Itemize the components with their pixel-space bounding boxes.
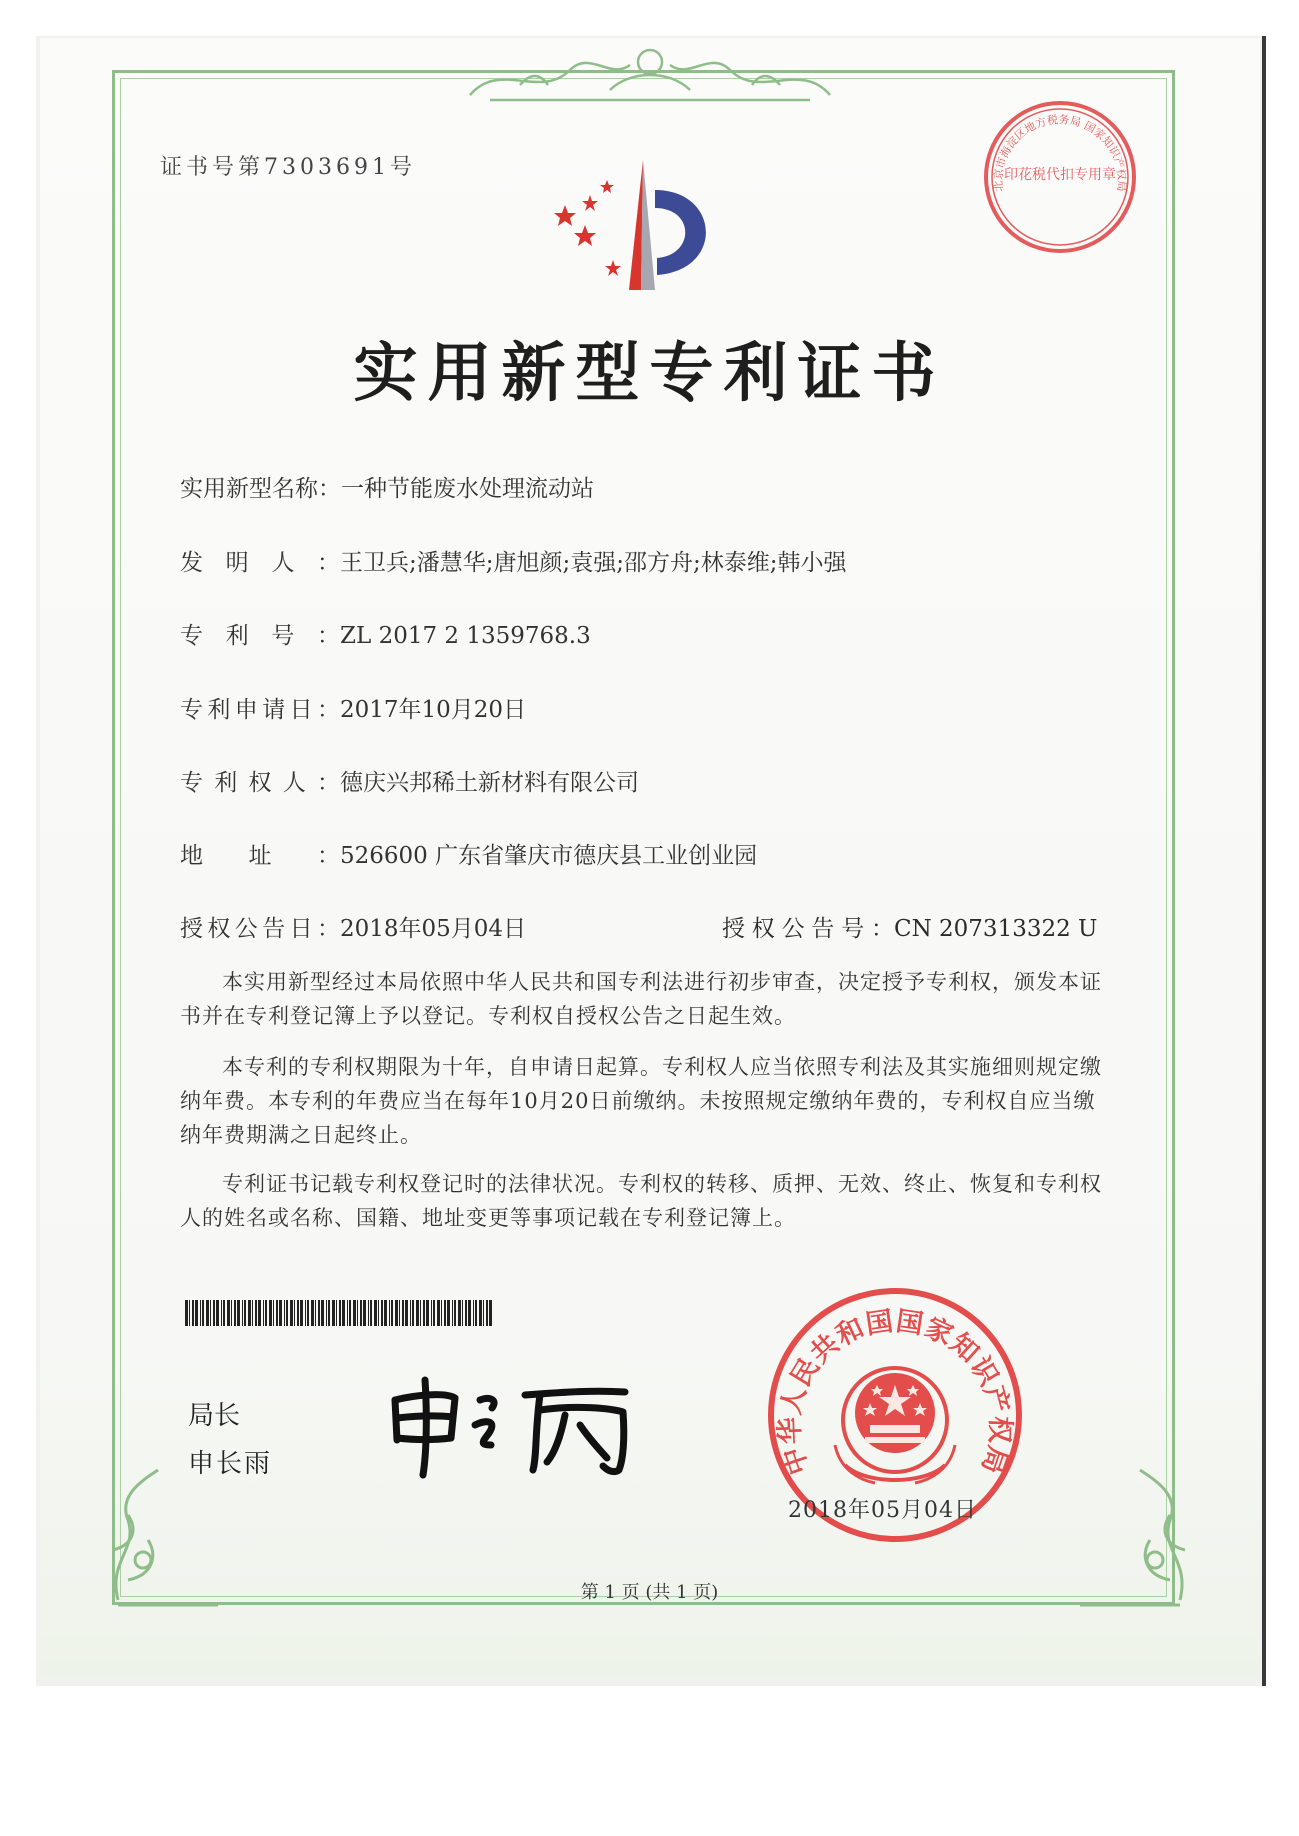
certificate-title: 实用新型专利证书	[353, 337, 946, 411]
field-value: 526600 广东省肇庆市德庆县工业创业园	[340, 843, 758, 869]
field-label: 实用新型名称：	[180, 476, 341, 502]
field-value: CN 207313322 U	[894, 916, 1098, 942]
field-patentee	[180, 764, 639, 797]
page-number: 第 1 页 (共 1 页)	[580, 1582, 719, 1603]
director-signature-icon	[375, 1370, 645, 1480]
field-value: ZL 2017 2 1359768.3	[340, 623, 591, 649]
field-label: 专利申请日：	[180, 697, 340, 723]
field-label: 专利号：	[180, 623, 340, 649]
barcode-icon	[185, 1300, 495, 1326]
field-value: 德庆兴邦稀土新材料有限公司	[340, 770, 639, 796]
svg-text:中华人民共和国国家知识产权局: 中华人民共和国国家知识产权局	[774, 1305, 1016, 1479]
director-name: 申长雨	[188, 1449, 273, 1479]
cnipa-logo-icon	[545, 150, 745, 300]
field-value: 2018年05月04日	[340, 916, 527, 942]
paragraph-examination: 本实用新型经过本局依照中华人民共和国专利法进行初步审查，决定授予专利权，颁发本证书并在专利登记簿上予以登记。专利权自授权公告之日起生效。	[180, 970, 1102, 1028]
paragraph-term: 本专利的专利权期限为十年，自申请日起算。专利权人应当依照专利法及其实施细则规定缴纳年费。本专利的年费应当在每年10月20日前缴纳。未按照规定缴纳年费的，专利权自应当缴纳年费期满之日起终止。	[180, 1055, 1102, 1147]
field-filing-date	[180, 691, 526, 724]
svg-text:北京市海淀区地方税务局 国家知识产权局: 北京市海淀区地方税务局 国家知识产权局	[991, 113, 1129, 193]
director-title: 局长	[188, 1401, 241, 1431]
field-utility-model-name	[180, 470, 594, 503]
field-inventor	[180, 544, 847, 577]
field-label: 地址：	[180, 843, 340, 869]
field-label: 发明人：	[180, 550, 340, 576]
field-label: 授权公告日：	[180, 916, 340, 942]
tax-stamp-seal-icon	[980, 97, 1140, 257]
issue-date: 2018年05月04日	[788, 1498, 977, 1523]
scan-edge	[1262, 36, 1266, 1686]
field-grant-date	[180, 910, 526, 943]
top-ornament-icon	[460, 40, 840, 110]
field-patent-number	[180, 617, 591, 650]
field-label: 专利权人：	[180, 770, 340, 796]
field-value: 王卫兵;潘慧华;唐旭颜;袁强;邵方舟;林泰维;韩小强	[340, 550, 847, 576]
field-grant-number	[722, 910, 1097, 943]
paragraph-legal-status: 专利证书记载专利权登记时的法律状况。专利权的转移、质押、无效、终止、恢复和专利权人的姓名或名称、国籍、地址变更等事项记载在专利登记簿上。	[180, 1172, 1102, 1230]
field-value: 2017年10月20日	[340, 697, 527, 723]
field-address	[180, 837, 757, 870]
certificate-number: 证书号第7303691号	[160, 155, 416, 180]
field-value: 一种节能废水处理流动站	[341, 476, 594, 502]
svg-text:印花税代扣专用章: 印花税代扣专用章	[1004, 167, 1116, 183]
field-label: 授权公告号：	[722, 916, 894, 942]
